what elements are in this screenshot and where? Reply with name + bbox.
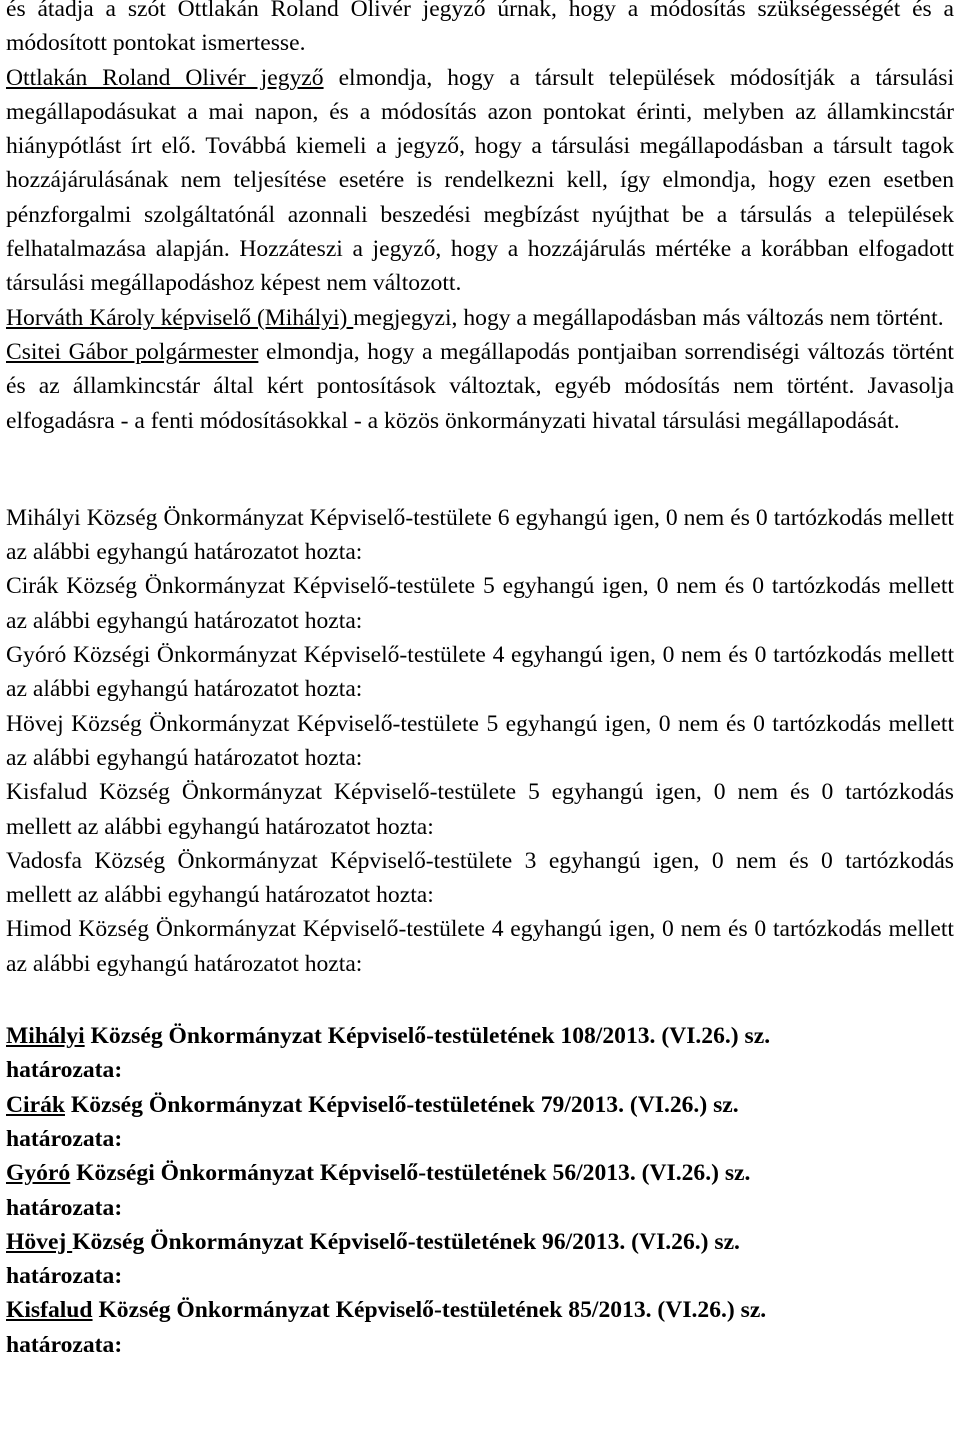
resolution-heading (6, 1156, 954, 1225)
vote-results (6, 501, 954, 981)
speaker-mayor: Csitei Gábor polgármester (6, 338, 259, 365)
resolution-town: Hövej (6, 1228, 73, 1255)
resolution-suffix: határozata: (6, 1194, 123, 1221)
resolution-suffix: határozata: (6, 1331, 123, 1358)
minutes-body (6, 0, 954, 438)
speaker-representative: Horváth Károly képviselő (Mihályi) (6, 304, 354, 331)
speaker-notary: Ottlakán Roland Olivér jegyző (6, 64, 324, 91)
vote-result: Hövej Község Önkormányzat Képviselő-testülete 5 egyhangú igen, 0 nem és 0 tartózkodás mellett az alábbi egyhangú határozatot hozta: (6, 710, 954, 771)
resolution-suffix: határozata: (6, 1263, 123, 1290)
vote-result: Cirák Község Önkormányzat Képviselő-testülete 5 egyhangú igen, 0 nem és 0 tartózkodás mellett az alábbi egyhangú határozatot hozta: (6, 573, 954, 634)
resolution-suffix: határozata: (6, 1057, 123, 1084)
resolution-title: Község Önkormányzat Képviselő-testületének 108/2013. (VI.26.) sz. (84, 1023, 771, 1050)
vote-result: Mihályi Község Önkormányzat Képviselő-testülete 6 egyhangú igen, 0 nem és 0 tartózkodás mellett az alábbi egyhangú határozatot hozta: (6, 504, 954, 566)
paragraph-intro: és átadja a szót Ottlakán Roland Olivér jegyző úrnak, hogy a módosítás szükségességét és a módosított pontokat ismertesse. (6, 0, 954, 57)
resolution-town: Gyóró (6, 1160, 71, 1187)
resolution-suffix: határozata: (6, 1125, 123, 1152)
paragraph-notary-statement (6, 61, 954, 301)
resolution-town: Mihályi (6, 1023, 85, 1050)
resolution-town: Cirák (6, 1091, 65, 1118)
resolution-heading (6, 1019, 954, 1088)
vote-result: Himod Község Önkormányzat Képviselő-testülete 4 egyhangú igen, 0 nem és 0 tartózkodás mellett az alábbi egyhangú határozatot hozta: (6, 916, 954, 977)
resolution-town: Kisfalud (6, 1297, 93, 1324)
vote-result: Vadosfa Község Önkormányzat Képviselő-testülete 3 egyhangú igen, 0 nem és 0 tartózkodás mellett az alábbi egyhangú határozatot hozta: (6, 847, 954, 909)
vote-result: Kisfalud Község Önkormányzat Képviselő-testülete 5 egyhangú igen, 0 nem és 0 tartózkodás mellett az alábbi egyhangú határozatot hozta: (6, 779, 954, 840)
vote-result: Gyóró Községi Önkormányzat Képviselő-testülete 4 egyhangú igen, 0 nem és 0 tartózkodás mellett az alábbi egyhangú határozatot hozta: (6, 642, 954, 703)
notary-statement-text: elmondja, hogy a társult települések módosítják a társulási megállapodásukat a mai napon, és a módosítás azon pontokat érinti, melyben az államkincstár hiánypótlást írt elő. Továbbá kiemeli a jegyző, hogy a társulási megállapodásban a társult tagok hozzájárulásának nem teljesítése esetére is rendelkezni kell, így elmondja, hogy ezen esetben pénzforgalmi szolgáltatónál azonnali beszedési megbízást nyújthat be a társulás a települések felhatalmazása alapján. Hozzáteszi a jegyző, hogy a hozzájárulás mértéke a korábban elfogadott társulási megállapodáshoz képest nem változott. (6, 64, 954, 297)
resolution-title: Községi Önkormányzat Képviselő-testületének 56/2013. (VI.26.) sz. (70, 1160, 751, 1187)
mayor-statement-text: elmondja, hogy a megállapodás pontjaiban sorrendiségi változás történt és az államkincstár által kért pontosítások változtak, egyéb módosítás nem történt. Javasolja elfogadásra - a fenti módosításokkal - a közös önkormányzati hivatal társulási megállapodását. (6, 338, 954, 434)
resolution-title: Község Önkormányzat Képviselő-testületének 79/2013. (VI.26.) sz. (64, 1091, 739, 1118)
resolution-heading (6, 1225, 954, 1294)
resolution-title: Község Önkormányzat Képviselő-testületének 85/2013. (VI.26.) sz. (92, 1297, 767, 1324)
resolution-headings (6, 1019, 954, 1362)
representative-statement-text: megjegyzi, hogy a megállapodásban más változás nem történt. (353, 304, 944, 331)
resolution-heading (6, 1088, 954, 1157)
paragraph-representative-statement (6, 301, 954, 335)
resolution-heading (6, 1293, 954, 1362)
resolution-title: Község Önkormányzat Képviselő-testületének 96/2013. (VI.26.) sz. (72, 1228, 740, 1255)
paragraph-mayor-statement (6, 335, 954, 438)
